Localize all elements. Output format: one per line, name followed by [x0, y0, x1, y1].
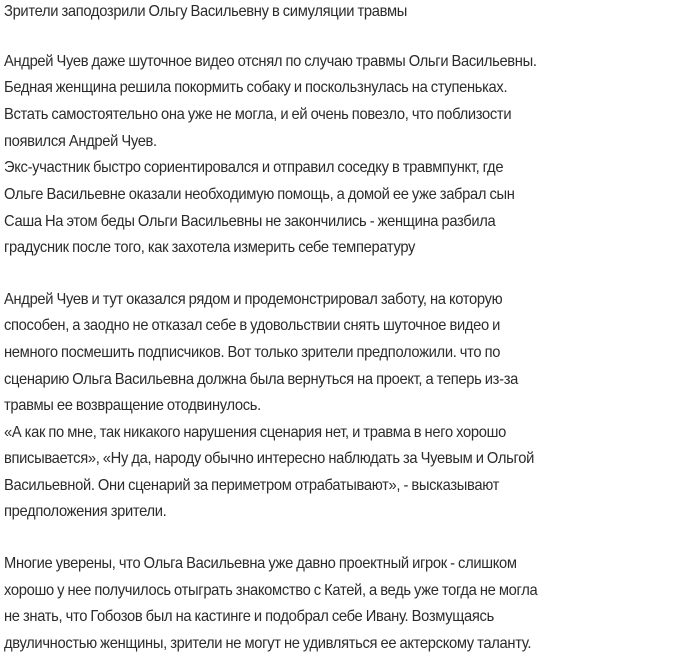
paragraph-line: не знать, что Гобозов был на кастинге и подобрал себе Ивану. Возмущаясь: [4, 608, 494, 625]
paragraph-line: травмы ее возвращение отодвинулось.: [4, 397, 261, 414]
paragraph-line: Васильевной. Они сценарий за периметром отрабатывают», - высказывают: [4, 477, 500, 494]
paragraph-line: предположения зрители.: [4, 503, 167, 520]
paragraph-line: хорошо у нее получилось отыграть знакомство с Катей, а ведь уже тогда не могла: [4, 582, 538, 599]
paragraph-line: Встать самостоятельно она уже не могла, и ей очень повезло, что поблизости: [4, 106, 512, 123]
paragraph-line: двуличностью женщины, зрители не могут не удивляться ее актерскому таланту.: [4, 635, 532, 652]
paragraph-line: Экс-участник быстро сориентировался и отправил соседку в травмпункт, где: [4, 159, 504, 176]
paragraph-line: «А как по мне, так никакого нарушения сценария нет, и травма в него хорошо: [4, 424, 506, 441]
paragraph-line: градусник после того, как захотела измерить себе температуру: [4, 239, 416, 256]
paragraph-line: появился Андрей Чуев.: [4, 133, 157, 150]
paragraph-line: Андрей Чуев даже шуточное видео отснял по случаю травмы Ольги Васильевны.: [4, 53, 537, 70]
paragraph-line: сценарию Ольга Васильевна должна была вернуться на проект, а теперь из-за: [4, 371, 518, 388]
paragraph-line: Саша На этом беды Ольги Васильевны не закончились - женщина разбила: [4, 213, 496, 230]
paragraph-line: Андрей Чуев и тут оказался рядом и продемонстрировал заботу, на которую: [4, 291, 503, 308]
paragraph-line: Многие уверены, что Ольга Васильевна уже давно проектный игрок - слишком: [4, 555, 517, 572]
paragraph-line: немного посмешить подписчиков. Вот только зрители предположили. что по: [4, 344, 501, 361]
article-title: Зрители заподозрили Ольгу Васильевну в симуляции травмы: [4, 3, 408, 20]
paragraph-line: способен, а заодно не отказал себе в удовольствии снять шуточное видео и: [4, 317, 501, 334]
paragraph-line: Ольге Васильевне оказали необходимую помощь, а домой ее уже забрал сын: [4, 186, 515, 203]
paragraph-line: вписывается», «Ну да, народу обычно интересно наблюдать за Чуевым и Ольгой: [4, 450, 534, 467]
paragraph-line: Бедная женщина решила покормить собаку и поскользнулась на ступеньках.: [4, 79, 508, 96]
